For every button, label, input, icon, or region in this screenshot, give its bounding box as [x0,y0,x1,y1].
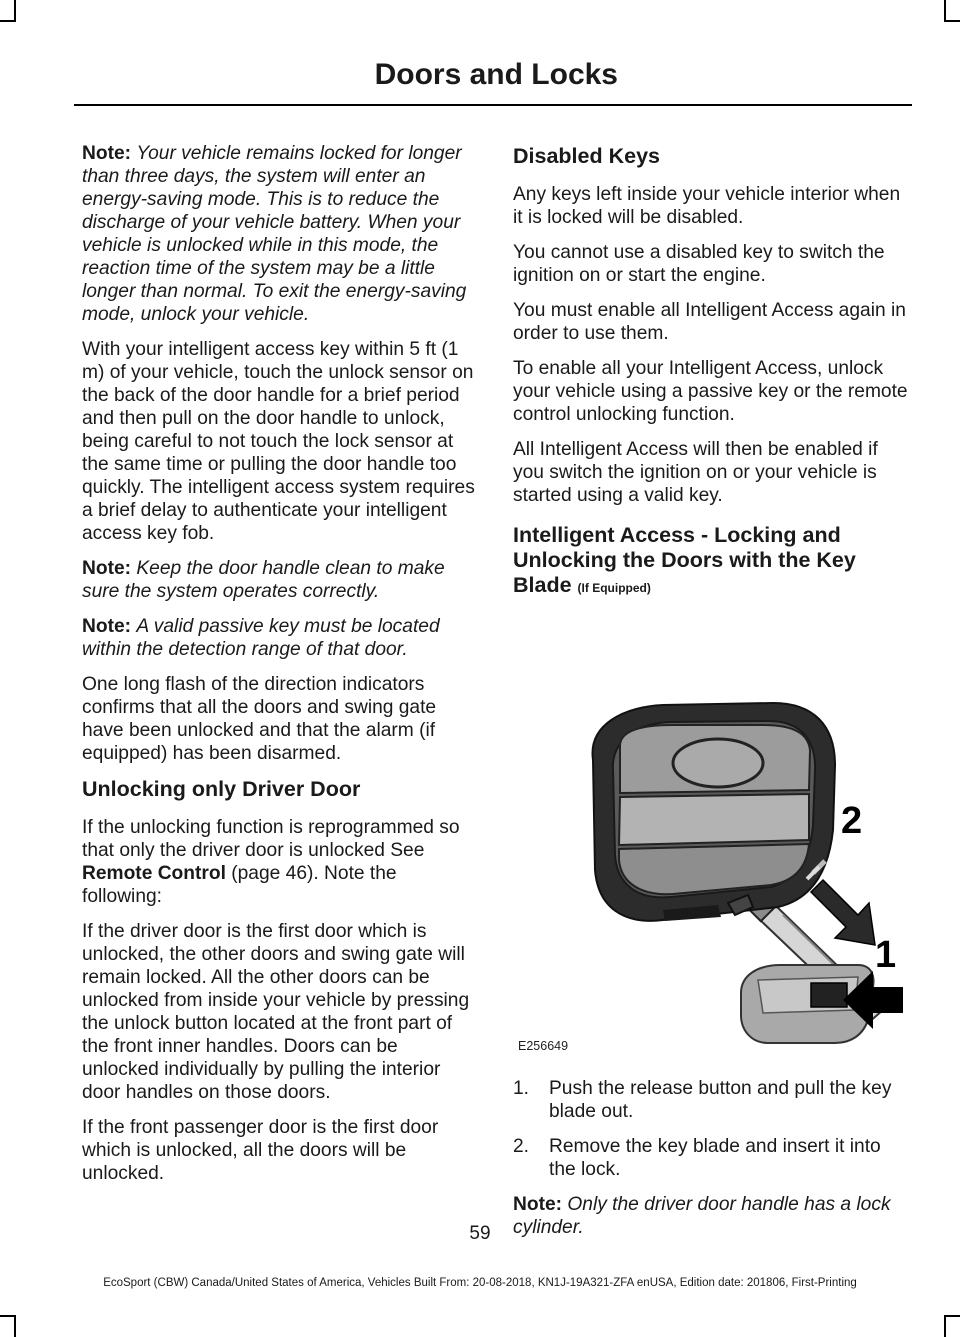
paragraph-reprogrammed [82,816,476,908]
note-passive-key [82,615,476,661]
list-item [513,1077,909,1123]
key-fob-body [593,703,835,921]
figure-id: E256649 [518,1039,569,1053]
paragraph: Any keys left inside your vehicle interior when it is locked will be disabled. [513,184,901,228]
paragraph: To enable all your Intelligent Access, unlock your vehicle using a passive key or the remote control unlocking function. [513,358,908,425]
paragraph-flash-confirm: One long flash of the direction indicators confirms that all the doors and swing gate have been unlocked and that the alarm (if equipped) has been disarmed. [82,674,437,764]
paragraph: You must enable all Intelligent Access again in order to use them. [513,300,906,344]
steps-list [513,1077,909,1181]
list-item [513,1135,909,1181]
key-fob-svg [513,615,909,1055]
heading-key-blade-text: Intelligent Access - Locking and Unlocking the Doors with the Key Blade [513,523,856,597]
crop-mark [0,1315,16,1317]
crop-mark [944,0,946,20]
step-number: 1. [513,1078,530,1099]
paragraph: All Intelligent Access will then be enabled if you switch the ignition on or your vehicle is started using a valid key. [513,439,878,506]
paragraph-touch-sensor: With your intelligent access key within 5 ft (1 m) of your vehicle, touch the unlock sensor on the back of the door handle for a brief period and then pull on the door handle to unlock, being careful to not touch the lock sensor at the same time or pulling the door handle too quickly. The intelligent access system requires a brief delay to authenticate your intelligent access key fob. [82,339,475,544]
callout-1: 1 [875,934,897,976]
remote-control-link[interactable]: Remote Control [82,863,226,884]
note-text: Only the driver door handle has a lock cylinder. [513,1194,891,1238]
crop-mark [14,0,16,20]
note-label: Note: [82,616,132,637]
crop-mark [14,1317,16,1337]
note-energy-saving [82,142,476,326]
crop-mark [0,20,16,22]
key-blade-illustration [513,615,909,1055]
heading-disabled-keys: Disabled Keys [513,144,660,168]
crop-mark [944,1315,960,1317]
note-text: A valid passive key must be located within the detection range of that door. [82,616,440,660]
note-label: Note: [82,558,132,579]
heading-driver-door: Unlocking only Driver Door [82,777,361,801]
crop-mark [944,20,960,22]
right-column [513,142,909,1251]
callout-2: 2 [841,800,863,842]
footer-text: EcoSport (CBW) Canada/United States of America, Vehicles Built From: 20-08-2018, KN1J-19A321-ZFA enUSA, Edition date: 201806, First-Printing [103,1277,857,1289]
heading-key-blade [513,523,909,601]
note-handle-clean [82,557,476,603]
page-title: Doors and Locks [374,58,618,91]
step-number: 2. [513,1136,530,1157]
left-column [82,142,476,1197]
step-text: Push the release button and pull the key blade out. [549,1078,892,1122]
step-text: Remove the key blade and insert it into the lock. [549,1136,881,1180]
reprogrammed-text: If the unlocking function is reprogrammed so that only the driver door is unlocked See [82,817,460,861]
page-reference: (page 46). Note the following: [82,863,397,907]
paragraph: You cannot use a disabled key to switch the ignition on or start the engine. [513,242,885,286]
paragraph-passenger-first: If the front passenger door is the first door which is unlocked, all the doors will be unlocked. [82,1117,439,1184]
paragraph-driver-first: If the driver door is the first door which is unlocked, the other doors and swing gate will remain locked. All the other doors can be unlocked from inside your vehicle by pressing the unlock button located at the front part of the front inner handles. Doors can be unlocked individually by pulling the interior door handles on those doors. [82,921,470,1103]
crop-mark [944,1317,946,1337]
note-label: Note: [513,1194,563,1215]
if-equipped-label: (If Equipped) [577,581,651,595]
note-text: Your vehicle remains locked for longer than three days, the system will enter an energy-saving mode. This is to reduce the discharge of your vehicle battery. When your vehicle is unlocked while in this mode, the reaction time of the system may be a little longer than normal. To exit the energy-saving mode, unlock your vehicle. [82,143,467,325]
page-number: 59 [469,1223,491,1244]
header-divider [74,104,912,106]
note-text: Keep the door handle clean to make sure the system operates correctly. [82,558,445,602]
note-label: Note: [82,143,132,164]
